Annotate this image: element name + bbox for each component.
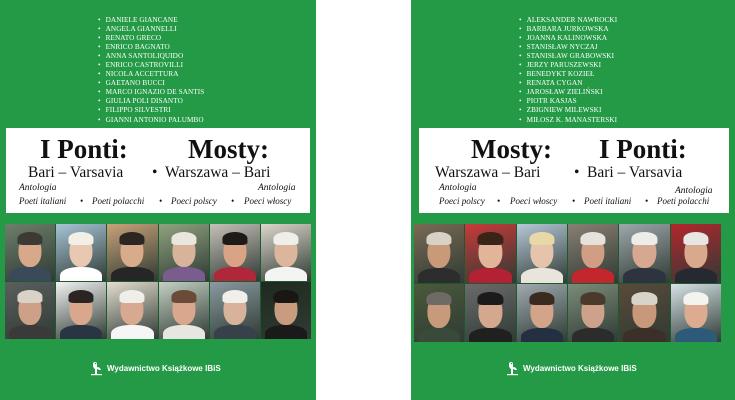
author-portrait: [671, 284, 721, 343]
author-name: • ENRICO CASTROVILLI: [98, 61, 204, 70]
author-portrait: [107, 282, 157, 339]
author-name: • JAROSŁAW ZIELIŃSKI: [519, 88, 617, 97]
author-name: • JERZY PARUSZEWSKI: [519, 61, 617, 70]
author-name: • ANGELA GIANNELLI: [98, 25, 204, 34]
publisher-imprint: [90, 361, 221, 376]
author-portrait: [261, 224, 311, 281]
author-name: • STANISŁAW NYCZAJ: [519, 43, 617, 52]
author-portrait: [159, 224, 209, 281]
author-name: • ZBIGNIEW MILEWSKI: [519, 106, 617, 115]
author-name: • NICOLA ACCETTURA: [98, 70, 204, 79]
author-portrait: [619, 224, 669, 283]
poets-separator: •: [159, 196, 163, 206]
book-cover-left: [0, 0, 316, 400]
author-portrait: [56, 224, 106, 281]
author-name: • PIOTR KASJAS: [519, 97, 617, 106]
subtitle-italian: Bari – Varsavia: [587, 164, 683, 181]
antologia-label: Antologia: [439, 183, 477, 193]
author-portrait: [56, 282, 106, 339]
poets-label: Poeci włoscy: [510, 196, 558, 206]
author-name: • FILIPPO SILVESTRI: [98, 106, 204, 115]
author-name: • RENATO GRECO: [98, 34, 204, 43]
subtitle-separator: •: [574, 164, 580, 181]
author-name: • ALEKSANDER NAWROCKI: [519, 16, 617, 25]
title-italian: I Ponti:: [599, 134, 687, 164]
poets-label: Poeci polscy: [171, 196, 217, 206]
title-polish: Mosty:: [188, 134, 269, 164]
author-portrait: [5, 224, 55, 281]
author-portrait: [414, 224, 464, 283]
author-name: • RENATA CYGAN: [519, 79, 617, 88]
author-portrait: [568, 224, 618, 283]
book-cover-right: [411, 0, 735, 400]
author-name: • MIŁOSZ K. MANASTERSKI: [519, 116, 617, 125]
author-name: • GAETANO BUCCI: [98, 79, 204, 88]
author-portrait-grid: [5, 224, 311, 339]
subtitle-polish: Warszawa – Bari: [435, 164, 541, 181]
author-name: • ANNA SANTOLIQUIDO: [98, 52, 204, 61]
poets-label: Poeti polacchi: [92, 196, 145, 206]
subtitle-italian: Bari – Varsavia: [28, 164, 124, 181]
ibis-bird-icon: [90, 361, 103, 376]
author-name: • GIULIA POLI DISANTO: [98, 97, 204, 106]
author-portrait: [261, 282, 311, 339]
author-name: • BENEDYKT KOZIEŁ: [519, 70, 617, 79]
author-name: • MARCO IGNAZIO DE SANTIS: [98, 88, 204, 97]
author-portrait: [619, 284, 669, 343]
poets-separator: •: [231, 196, 235, 206]
author-portrait: [5, 282, 55, 339]
poets-label: Poeti italiani: [584, 196, 632, 206]
author-portrait: [465, 284, 515, 343]
author-portrait: [568, 284, 618, 343]
author-name: • GIANNI ANTONIO PALUMBO: [98, 116, 204, 125]
poets-separator: •: [80, 196, 84, 206]
author-list: [98, 16, 204, 125]
antologia-label: Antologia: [19, 183, 57, 193]
publisher-imprint: [506, 361, 637, 376]
poets-separator: •: [645, 196, 649, 206]
author-portrait: [517, 224, 567, 283]
poets-label: Poeti italiani: [19, 196, 67, 206]
author-list: [519, 16, 617, 125]
author-name: • STANISŁAW GRABOWSKI: [519, 52, 617, 61]
title-band: [6, 128, 310, 213]
publisher-name: Wydawnictwo Książkowe IBiS: [523, 364, 637, 373]
antologia-label: Antologia: [675, 186, 713, 196]
poets-separator: •: [497, 196, 501, 206]
author-name: • DANIELE GIANCANE: [98, 16, 204, 25]
author-portrait: [107, 224, 157, 281]
author-name: • ENRICO BAGNATO: [98, 43, 204, 52]
author-portrait: [159, 282, 209, 339]
antologia-label: Antologia: [258, 183, 296, 193]
poets-label: Poeci włoscy: [244, 196, 292, 206]
author-name: • JOANNA KALINOWSKA: [519, 34, 617, 43]
subtitle-separator: •: [152, 164, 158, 181]
title-band: [419, 128, 729, 213]
title-polish: Mosty:: [471, 134, 552, 164]
author-portrait: [414, 284, 464, 343]
poets-separator: •: [572, 196, 576, 206]
subtitle-polish: Warszawa – Bari: [165, 164, 271, 181]
publisher-name: Wydawnictwo Książkowe IBiS: [107, 364, 221, 373]
author-portrait: [671, 224, 721, 283]
author-portrait-grid: [414, 224, 721, 342]
author-name: • BARBARA JURKOWSKA: [519, 25, 617, 34]
author-portrait: [517, 284, 567, 343]
author-portrait: [210, 282, 260, 339]
title-italian: I Ponti:: [40, 134, 128, 164]
ibis-bird-icon: [506, 361, 519, 376]
author-portrait: [210, 224, 260, 281]
poets-label: Poeci polscy: [439, 196, 485, 206]
author-portrait: [465, 224, 515, 283]
poets-label: Poeti polacchi: [657, 196, 710, 206]
